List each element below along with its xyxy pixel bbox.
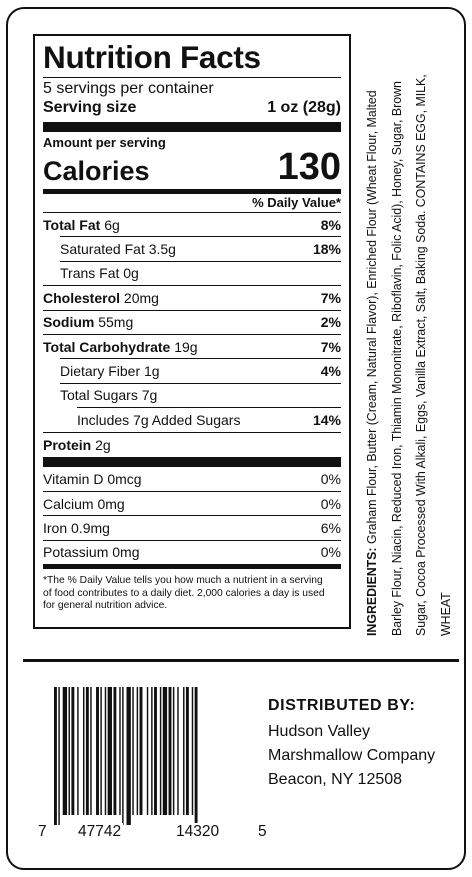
serving-size-row [43, 98, 341, 118]
total-sugars-row [60, 383, 341, 407]
nutrition-facts-panel [33, 34, 351, 629]
total-fat-amount: 6g [104, 216, 120, 233]
barcode-bar [177, 687, 178, 815]
dietary-fiber-row [60, 358, 341, 382]
barcode-bar [127, 687, 131, 825]
ingredients-statement [360, 66, 468, 636]
vitamin-label: Calcium 0mg [43, 495, 125, 512]
barcode-bar [195, 687, 198, 825]
heavy-divider [43, 122, 341, 132]
dietary-fiber-label: Dietary Fiber 1g [60, 363, 160, 380]
added-sugars-row [77, 407, 341, 431]
iron-row [43, 515, 341, 539]
total-carbohydrate-label: Total Carbohydrate [43, 338, 171, 355]
total-fat-dv: 8% [320, 216, 341, 233]
sodium-label: Sodium [43, 314, 95, 331]
barcode-digit-group: 5 [258, 823, 267, 840]
ingredients-text: Graham Flour, Butter (Cream, Natural Flavor), Enriched Flour (Wheat Flour, Malted Barley Flour, Niacin, Reduced Iron, Thiamin Mononitrate, Riboflavin, Folic Acid), Honey, Sugar, Brown Sugar, Cocoa Processed With Alkali, Eggs, Vanilla Extract, Salt, Baking Soda. CONTAINS EGG, MILK, WHEAT [364, 74, 454, 636]
sodium-row [43, 310, 341, 334]
barcode-bar [86, 687, 89, 815]
barcode-digit-group: 47742 [78, 823, 122, 840]
barcode-bar [100, 687, 101, 815]
vitamin-dv: 0% [320, 495, 341, 512]
daily-value-footnote: *The % Daily Value tells you how much a nutrient in a serving of food contributes to a daily diet. 2,000 calories a day is used for general nutrition advice. [43, 575, 325, 612]
barcode-bar [54, 687, 57, 825]
calcium-row [43, 491, 341, 515]
heavy-divider [43, 457, 341, 467]
barcode-bar [140, 687, 143, 815]
serving-size-value: 1 oz (28g) [267, 99, 341, 116]
barcode-bar [147, 687, 148, 815]
total-carbohydrate-amount: 19g [174, 338, 198, 355]
total-carbohydrate-dv: 7% [320, 338, 341, 355]
saturated-fat-row [60, 236, 341, 260]
trans-fat-row [60, 261, 341, 285]
protein-row [43, 432, 341, 457]
barcode-bar [77, 687, 78, 815]
cholesterol-row [43, 285, 341, 309]
barcode-bar [183, 687, 184, 815]
sodium-amount: 55mg [98, 314, 134, 331]
saturated-fat-label: Saturated Fat 3.5g [60, 241, 176, 258]
barcode-bar [63, 687, 67, 815]
divider [43, 77, 341, 78]
added-sugars-label: Includes 7g Added Sugars [77, 411, 241, 428]
total-fat-label: Total Fat [43, 216, 101, 233]
total-sugars-label: Total Sugars 7g [60, 387, 158, 404]
distributor-address: Beacon, NY 12508 [268, 771, 403, 788]
barcode-bar [173, 687, 174, 815]
barcode-bar [151, 687, 152, 815]
vitamins-block [43, 467, 341, 565]
protein-label: Protein [43, 436, 92, 453]
barcode-bar [186, 687, 189, 815]
barcode-bar [113, 687, 116, 815]
section-divider [23, 659, 459, 662]
distributor-name-line2: Marshmallow Company [268, 747, 436, 764]
vitamin-label: Potassium 0mg [43, 544, 140, 561]
vitamin-dv: 0% [320, 544, 341, 561]
protein-amount: 2g [95, 436, 111, 453]
barcode-bar [154, 687, 157, 815]
barcode-bar [96, 687, 99, 815]
serving-size-label: Serving size [43, 99, 137, 116]
barcode-bar [105, 687, 106, 815]
medium-divider [43, 564, 341, 569]
total-carbohydrate-row [43, 334, 341, 358]
total-fat-row [43, 212, 341, 236]
barcode-bar [192, 687, 193, 815]
saturated-fat-dv: 18% [312, 241, 341, 258]
nutrition-facts-title: Nutrition Facts [43, 39, 261, 75]
calories-label: Calories [43, 156, 150, 186]
barcode-bar [83, 687, 84, 815]
barcode [54, 687, 240, 825]
servings-per-container: 5 servings per container [43, 80, 214, 97]
cholesterol-label: Cholesterol [43, 289, 121, 306]
barcode-bar [58, 687, 59, 825]
added-sugars-dv: 14% [312, 411, 341, 428]
daily-value-header: % Daily Value* [252, 195, 341, 210]
cholesterol-dv: 7% [320, 289, 341, 306]
distributor-heading: DISTRIBUTED BY: [268, 697, 416, 714]
calories-value: 130 [277, 146, 341, 188]
distributor-name-line1: Hudson Valley [268, 723, 370, 740]
potassium-row [43, 540, 341, 564]
barcode-bar [122, 687, 123, 825]
barcode-bar [69, 687, 70, 815]
vitamin-d-row [43, 467, 341, 491]
vitamin-label: Iron 0.9mg [43, 519, 110, 536]
amount-per-serving: Amount per serving [43, 135, 166, 150]
calories-row [43, 146, 341, 188]
trans-fat-label: Trans Fat 0g [60, 265, 139, 282]
vitamin-dv: 6% [320, 519, 341, 536]
vitamin-label: Vitamin D 0mcg [43, 470, 142, 487]
barcode-digit-group: 7 [38, 823, 47, 840]
barcode-bar [108, 687, 112, 815]
cholesterol-amount: 20mg [123, 289, 159, 306]
barcode-bar [71, 687, 74, 815]
barcode-bar [119, 687, 120, 815]
distributor-block [268, 695, 435, 792]
sodium-dv: 2% [320, 314, 341, 331]
dietary-fiber-dv: 4% [320, 363, 341, 380]
barcode-bar [163, 687, 167, 815]
barcode-digits [36, 823, 266, 841]
barcode-digit-group: 14320 [176, 823, 220, 840]
vitamin-dv: 0% [320, 470, 341, 487]
barcode-bar [90, 687, 91, 815]
barcode-bar [132, 687, 133, 815]
barcode-bar [169, 687, 172, 815]
barcode-bar [160, 687, 161, 815]
barcode-bar [137, 687, 138, 815]
ingredients-heading: INGREDIENTS: [364, 547, 379, 636]
